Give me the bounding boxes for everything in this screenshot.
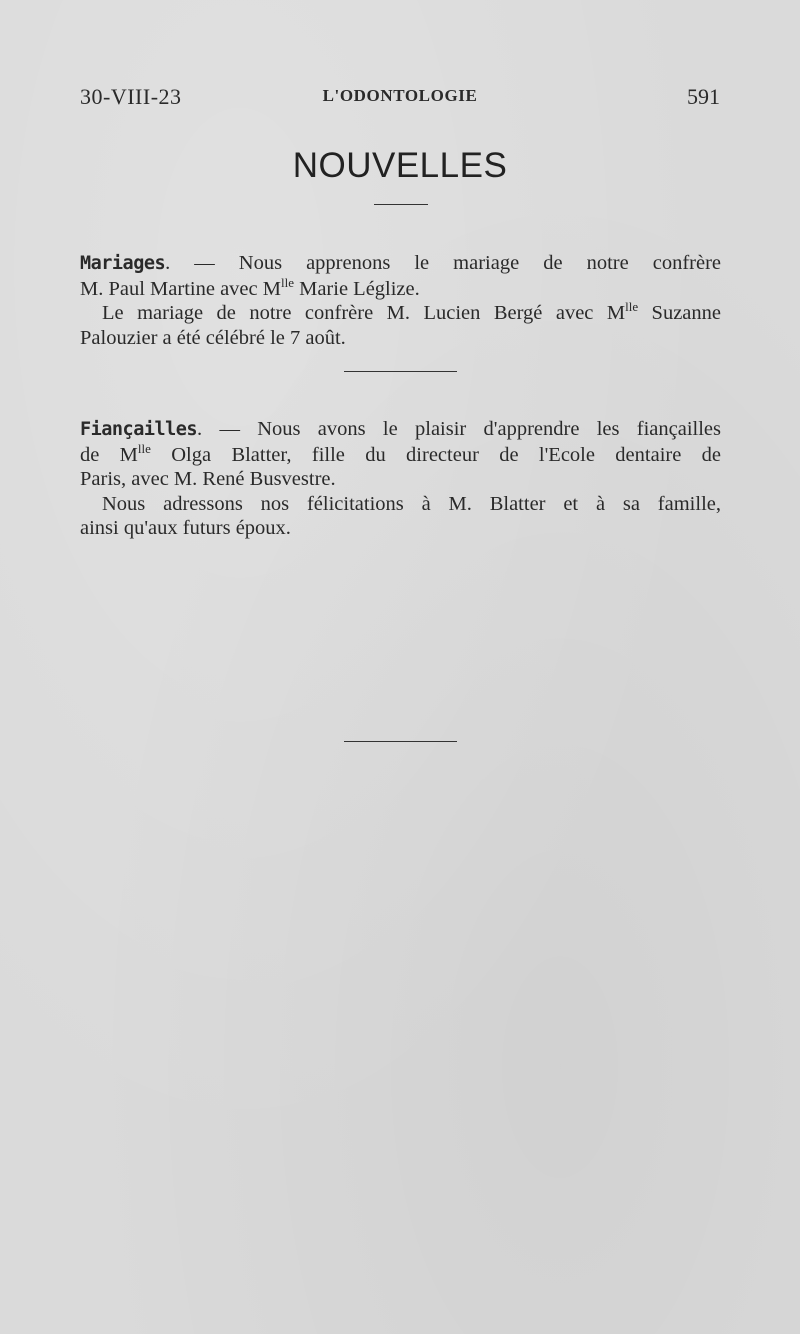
header-date: 30-VIII-23 — [80, 84, 182, 109]
mariages-para2-line-1 — [80, 301, 721, 326]
mariages-para2-sup: lle — [625, 299, 639, 315]
mariages-heading: Mariages — [80, 253, 166, 274]
mariages-line-2-pre: M. Paul Martine avec M — [80, 277, 281, 300]
fiancailles-line-3: Paris, avec M. René Busvestre. — [80, 468, 336, 490]
mariages-line-2-sup: lle — [280, 274, 294, 290]
section-title: NOUVELLES — [292, 146, 508, 185]
header-journal-title: L'ODONTOLOGIE — [322, 86, 478, 105]
fiancailles-line-2-post: Olga Blatter, fille du directeur de l'Ecole dentaire de — [150, 443, 722, 466]
mariages-para2-post: Suzanne — [638, 302, 721, 324]
mariages-para2-pre: Le mariage de notre confrère M. Lucien Bergé avec M — [102, 302, 626, 324]
running-head — [80, 84, 720, 114]
fiancailles-para2-line-1: Nous adressons nos félicitations à M. Blatter et à sa famille, — [102, 492, 721, 515]
mariages-line-1 — [80, 251, 721, 277]
fiancailles-line-2 — [80, 440, 722, 468]
mariages-line-2-post: Marie Léglize. — [293, 277, 420, 300]
mariages-para2-line-2: Palouzier a été célébré le 7 août. — [80, 326, 346, 349]
section-divider — [344, 371, 457, 372]
end-divider — [344, 741, 457, 742]
mariages-line-1-text: . — Nous apprenons le mariage de notre confrère — [165, 252, 721, 274]
title-divider — [374, 204, 428, 205]
fiancailles-line-2-pre: de M — [80, 443, 138, 466]
header-page-number: 591 — [687, 84, 720, 109]
fiancailles-heading: Fiançailles — [80, 419, 198, 440]
mariages-line-2 — [80, 274, 721, 302]
fiancailles-line-2-sup: lle — [137, 440, 151, 456]
fiancailles-line-1-text: . — Nous avons le plaisir d'apprendre les fiançailles — [197, 418, 721, 440]
fiancailles-para2-line-2: ainsi qu'aux futurs époux. — [80, 517, 291, 539]
fiancailles-section — [80, 417, 721, 541]
fiancailles-line-1 — [80, 417, 721, 443]
mariages-section — [80, 251, 721, 350]
